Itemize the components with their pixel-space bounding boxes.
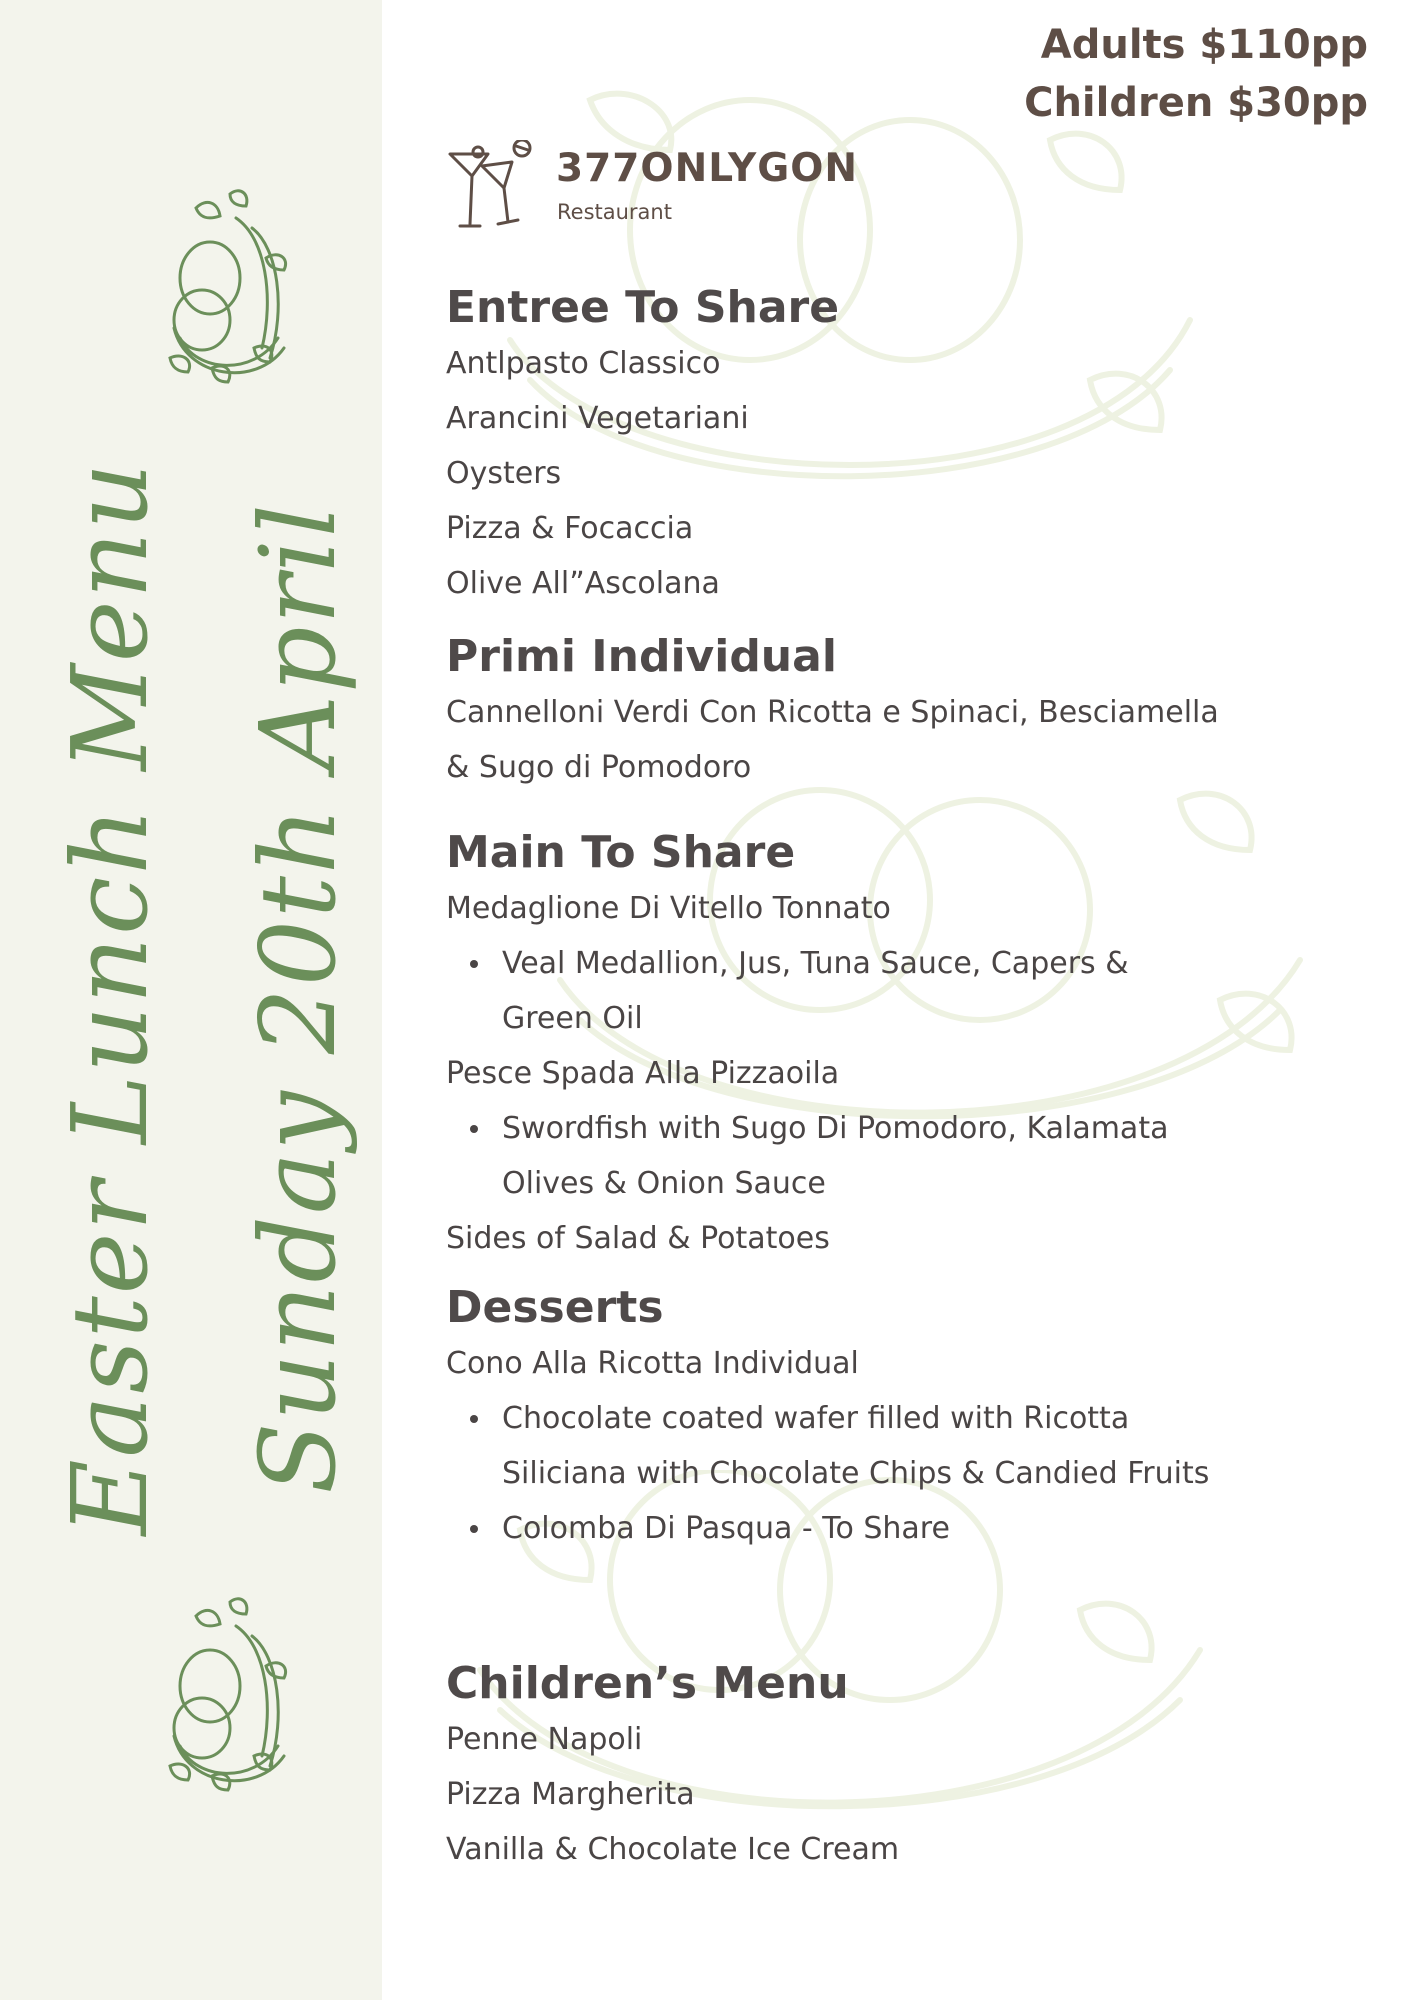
section-title: Main To Share xyxy=(446,827,796,878)
dish-description-list xyxy=(446,936,1286,1046)
menu-item: Pizza Margherita xyxy=(446,1777,695,1812)
menu-item: Vanilla & Chocolate Ice Cream xyxy=(446,1832,900,1867)
menu-item: Cannelloni Verdi Con Ricotta e Spinaci, Besciamella xyxy=(446,695,1219,730)
adult-price: Adults $110pp xyxy=(1040,22,1368,68)
dish-description-list xyxy=(446,1101,1286,1211)
menu-item: Arancini Vegetariani xyxy=(446,401,749,436)
section-title: Primi Individual xyxy=(446,631,837,682)
menu-item: Pizza & Focaccia xyxy=(446,511,694,546)
dish-description: Veal Medallion, Jus, Tuna Sauce, Capers & Green Oil xyxy=(502,936,1286,1046)
cocktail-glasses-icon xyxy=(446,140,534,230)
menu-content xyxy=(446,280,1286,1877)
section-title: Entree To Share xyxy=(446,282,840,333)
egg-nest-icon xyxy=(166,188,298,406)
dish-description: Swordfish with Sugo Di Pomodoro, Kalamata Olives & Onion Sauce xyxy=(502,1101,1286,1211)
menu-item: Antlpasto Classico xyxy=(446,346,721,381)
restaurant-name: 377ONLYGON xyxy=(556,146,859,191)
egg-nest-icon xyxy=(166,1596,298,1814)
section-main xyxy=(446,825,1286,1266)
menu-title: Easter Lunch Menu xyxy=(49,460,171,1536)
menu-item: Penne Napoli xyxy=(446,1722,643,1757)
menu-item: Pesce Spada Alla Pizzaoila xyxy=(446,1056,840,1091)
menu-item: & Sugo di Pomodoro xyxy=(446,750,752,785)
event-date: Sunday 20th April xyxy=(237,502,359,1494)
section-primi xyxy=(446,629,1286,795)
menu-item: Oysters xyxy=(446,456,562,491)
price-block xyxy=(1024,16,1368,132)
menu-item: Sides of Salad & Potatoes xyxy=(446,1221,830,1256)
dish-description: Chocolate coated wafer filled with Ricotta Siliciana with Chocolate Chips & Candied Fruits xyxy=(502,1391,1286,1501)
children-price: Children $30pp xyxy=(1024,80,1368,126)
section-entree xyxy=(446,280,1286,611)
section-title: Desserts xyxy=(446,1282,664,1333)
menu-item: Cono Alla Ricotta Individual xyxy=(446,1346,859,1381)
menu-item: Olive All”Ascolana xyxy=(446,566,720,601)
restaurant-subtitle: Restaurant xyxy=(557,200,672,224)
menu-item: Medaglione Di Vitello Tonnato xyxy=(446,891,891,926)
section-children xyxy=(446,1656,1286,1877)
section-desserts xyxy=(446,1280,1286,1556)
dish-description: Colomba Di Pasqua - To Share xyxy=(502,1501,1286,1556)
section-title: Children’s Menu xyxy=(446,1658,849,1709)
dish-description-list xyxy=(446,1391,1286,1556)
sidebar-panel xyxy=(0,0,382,2000)
